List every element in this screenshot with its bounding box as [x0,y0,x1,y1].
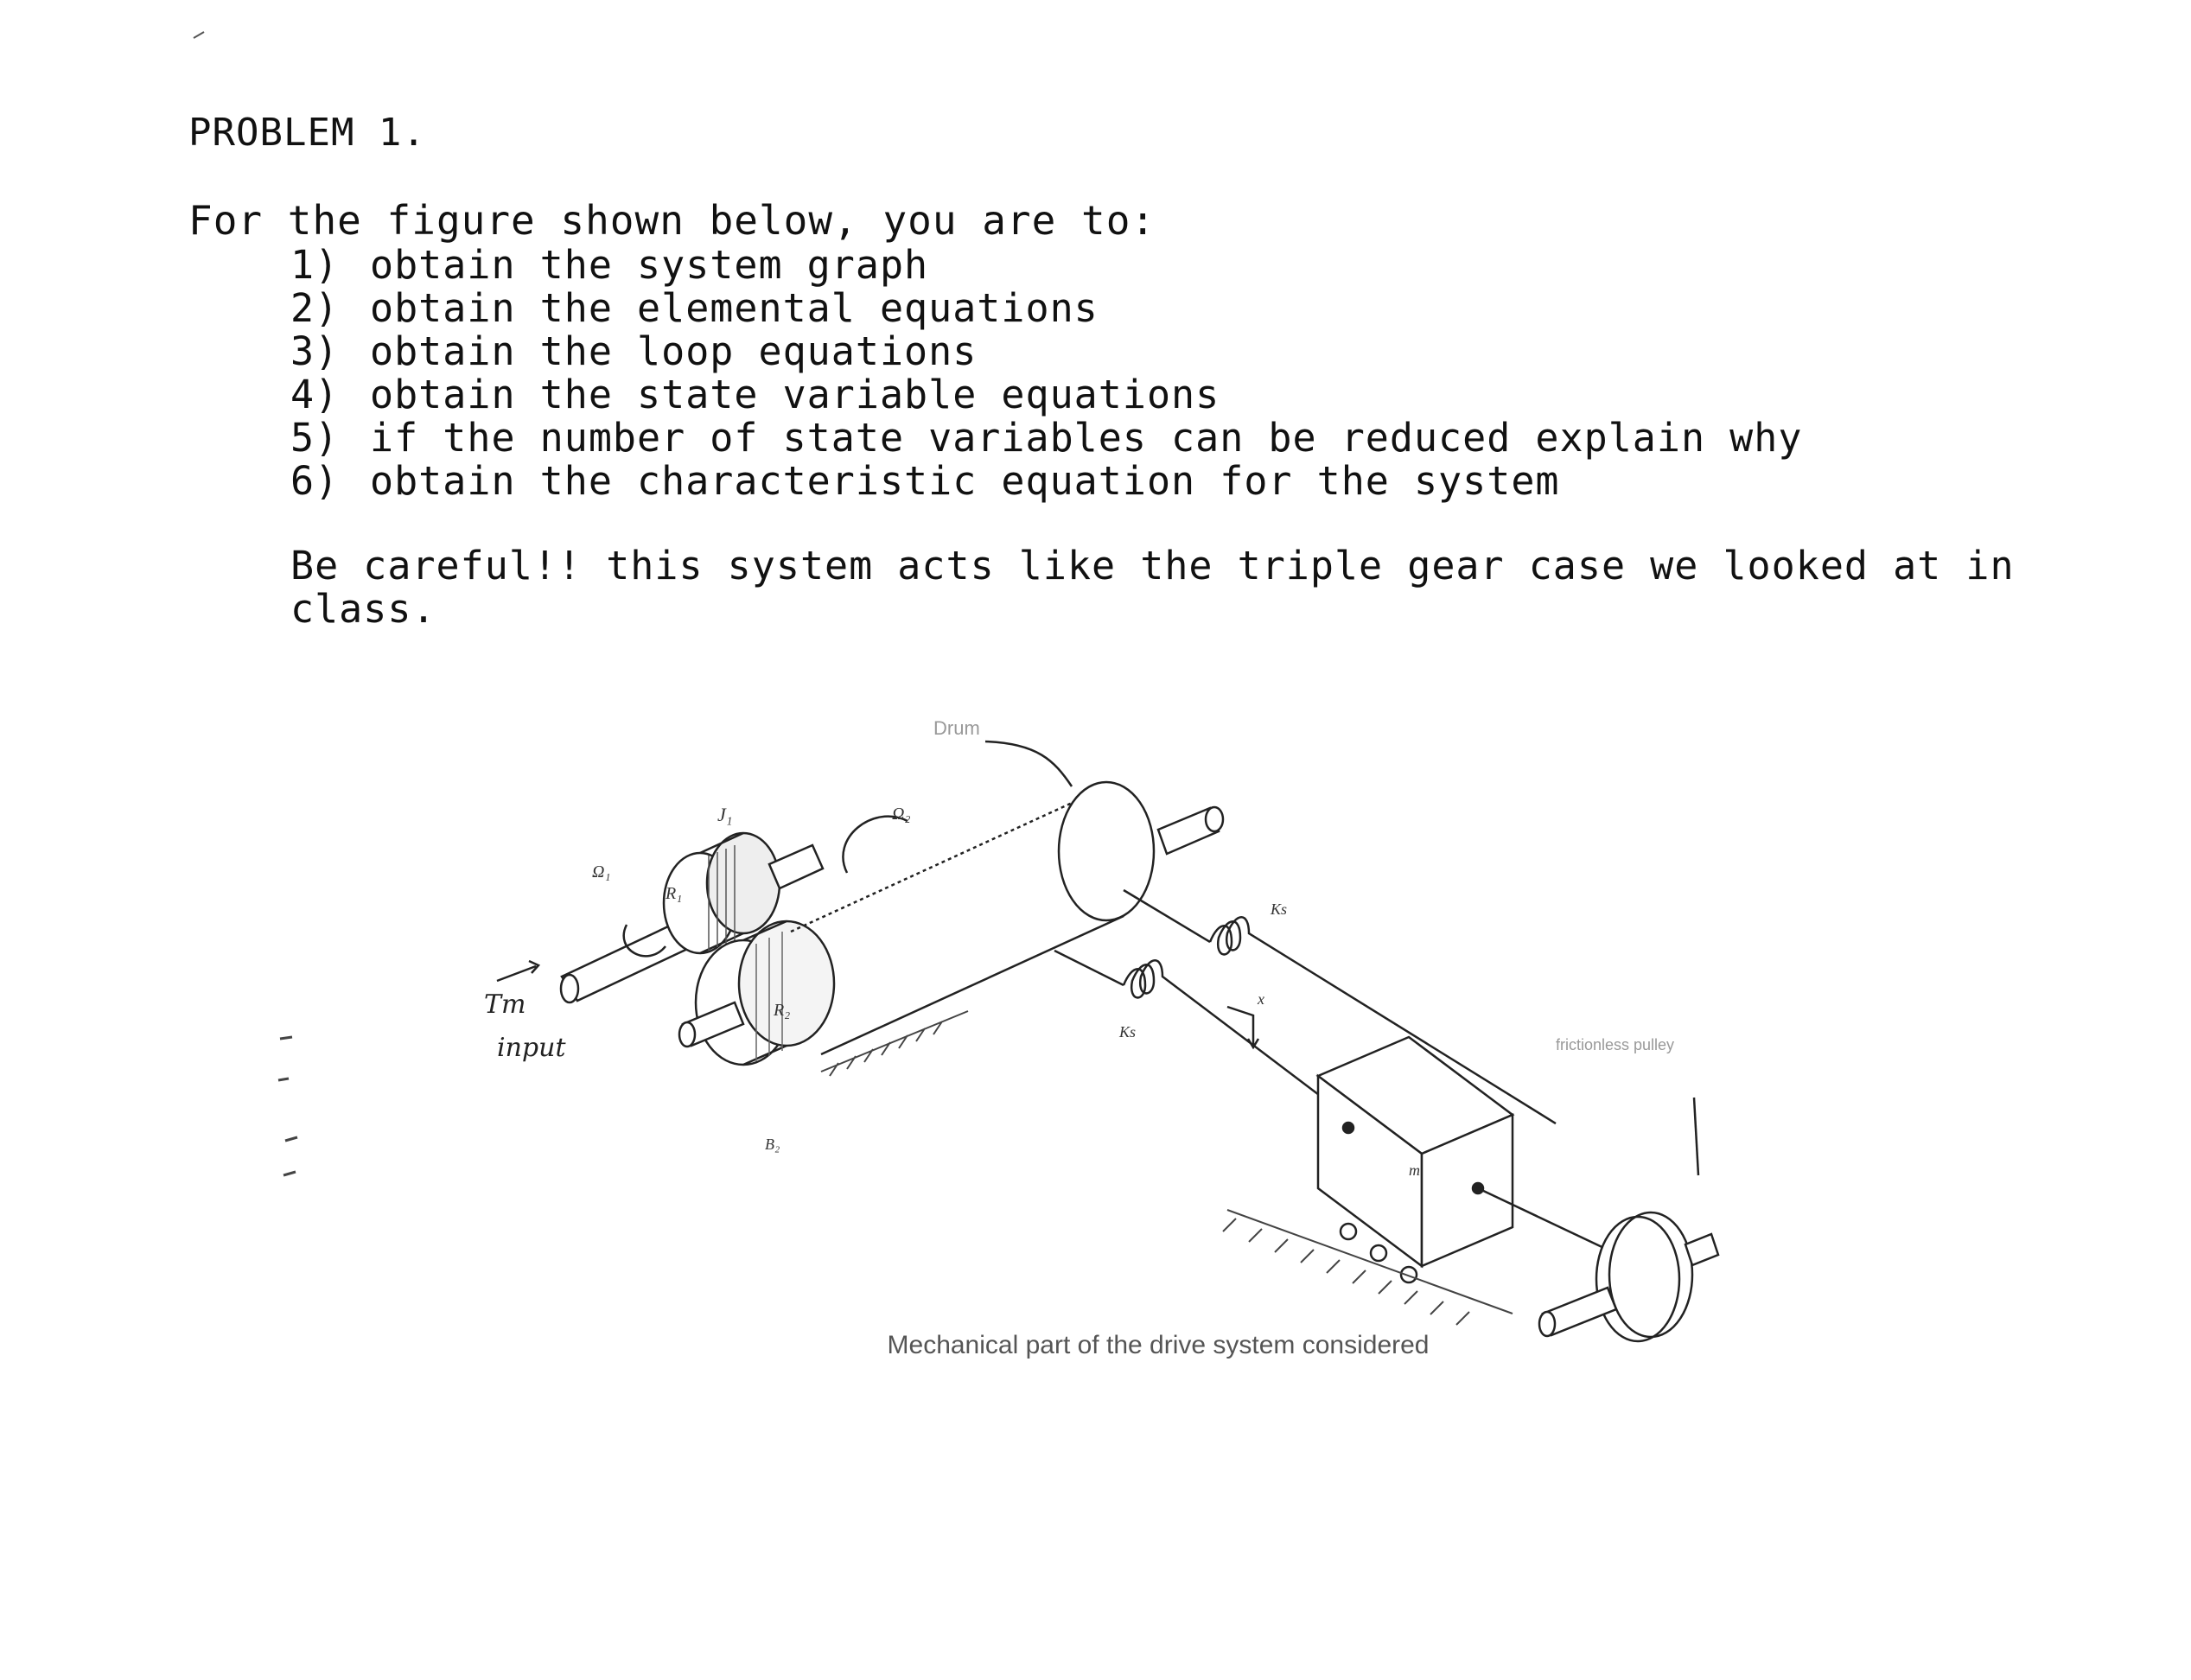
label-bearing: B₂ [765,1136,780,1153]
upper-cable [1124,890,1210,942]
mechanical-drive-figure [449,691,1763,1348]
drum-pointer [985,741,1072,786]
task-text: obtain the characteristic equation for the system [370,458,1560,504]
margin-scan-marks [275,1020,327,1193]
label-tm: Tm [484,990,526,1020]
mass-block [1318,1037,1513,1282]
task-text: obtain the loop equations [370,328,978,374]
task-item [290,330,1802,373]
label-ks-bottom: Ks [1119,1023,1137,1040]
label-input: input [497,1033,566,1063]
problem-intro: For the figure shown below, you are to: [188,197,1156,244]
label-ks-top: Ks [1271,900,1288,918]
task-number: 3) [290,328,340,374]
label-x: x [1258,990,1264,1008]
label-r1: R₁ [666,884,683,903]
task-list [290,244,1802,503]
task-number: 6) [290,458,340,504]
pulley-pointer [1694,1098,1698,1175]
lower-cable [1054,951,1124,985]
label-j1: J₁ [717,804,733,825]
task-text: if the number of state variables can be reduced explain why [370,415,1803,461]
figure-caption: Mechanical part of the drive system considered [887,1331,1430,1359]
label-r2: R₂ [774,1001,791,1020]
task-item [290,373,1802,417]
frictionless-pulley [1539,1212,1718,1341]
torque-arrow [497,961,538,981]
task-text: obtain the system graph [370,242,929,288]
task-text: obtain the elemental equations [370,285,1099,331]
task-number: 1) [290,242,340,288]
x-arrow [1227,1007,1258,1047]
task-item [290,460,1802,503]
label-omega1: Ω₁ [592,862,611,881]
task-number: 2) [290,285,340,331]
drum [791,782,1223,1054]
label-omega2: Ω₂ [892,805,911,824]
task-number: 4) [290,372,340,417]
task-text: obtain the state variable equations [370,372,1220,417]
lower-spring [1124,960,1322,1098]
task-item [290,244,1802,287]
scan-speck [192,29,209,40]
label-pulley: frictionless pulley [1556,1036,1675,1053]
careful-note: Be careful!! this system acts like the triple gear case we looked at in class. [290,543,2015,632]
omega2-arrow [843,817,908,873]
task-item [290,417,1802,460]
task-number: 5) [290,415,340,461]
task-item [290,287,1802,330]
label-drum: Drum [933,717,980,739]
label-mass: m [1409,1161,1420,1179]
problem-title: PROBLEM 1. [188,111,426,155]
